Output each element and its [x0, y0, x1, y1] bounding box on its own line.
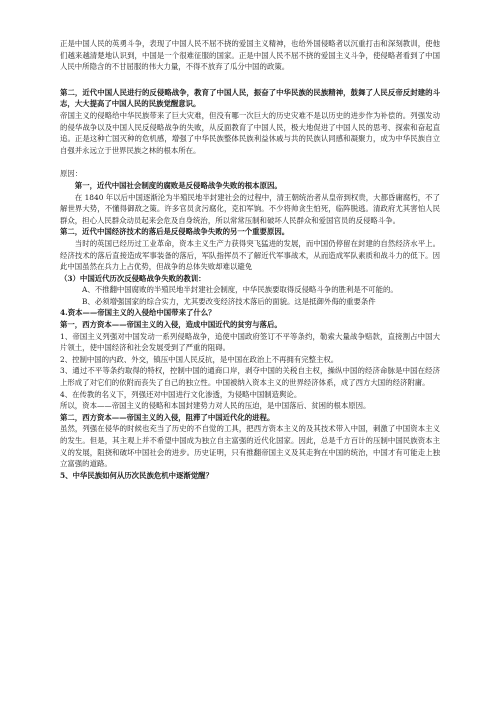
impact-item-3: 3、通过不平等条约取得的特权，控制中国的通商口岸，剥夺中国的关税自主权，操纵中国的经济命脉是中国在经济上形成了对它们的依附而丧失了自己的独立性。中国被纳入资本主义的世界经济体系，成了西方大国的经济附庸。	[60, 366, 440, 388]
document-page	[60, 38, 440, 481]
heading-first-reason: 第一，近代中国社会制度的腐败是反侵略战争失败的根本原因。	[74, 180, 282, 190]
heading-question-4: 4.资本——帝国主义的入侵给中国带来了什么？	[60, 308, 216, 318]
heading-second-reason: 第二，近代中国经济技术的落后是反侵略战争失败的另一个重要原因。	[60, 227, 290, 237]
lesson-a: A、不推翻中国腐败的半殖民地半封建社会制度，中华民族要取得反侵略斗争的胜利是不可能的。	[82, 285, 398, 295]
impact-item-4: 4、在传教的名义下，列强还对中国进行文化渗透，为侵略中国制造舆论。	[60, 389, 302, 399]
spacer	[60, 73, 440, 87]
impact-item-1: 1、帝国主义列强对中国发动一系列侵略战争，追使中国政府签订不平等条约，勒索大量战争赔款，直接割占中国大片领土，使中国经济和社会发展受到了严重的阻碍。	[60, 331, 440, 353]
label-reasons: 原因：	[60, 169, 83, 179]
heading-second-impact: 第二，西方资本——帝国主义的入侵，阻滞了中国近代化的进程。	[60, 412, 275, 422]
paragraph-qing-corruption: 在 1840 年以后中国逐渐沦为半殖民地半封建社会的过程中，清王朝统治者从皇帝到权贵，大都昏庸腐朽，不了解世界大势，不懂得御敌之策。许多官员贪污腐化，克扣军饷。不少将帅贪生怕死，临阵脱逃。清政府尤其害怕人民群众，担心人民群众动员起来会危及自身统治，所以常常压制和破坏人民群众和爱国官员的反侵略斗争。	[60, 192, 440, 225]
spacer	[60, 156, 440, 168]
lesson-b: B、必须增强国家的综合实力，尤其要改变经济技术落后的面貌。这是抵御外侮的重要条件	[82, 296, 376, 306]
heading-question-5: 5、中华民族如何从历次民族危机中逐渐觉醒？	[60, 470, 213, 480]
paragraph-patriotic-struggle: 正是中国人民的英勇斗争，表现了中国人民不屈不挠的爱国主义精神，也给外国侵略者以沉重打击和深刻教训，使他们越来越清楚地认识到，中国是一个很难征服的国家。正是中国人民不屈不挠的爱国主义斗争，使侵略者看到了中国人民中所隐含的不甘屈服的伟大力量，不得不放弃了瓜分中国的政策。	[60, 39, 440, 72]
heading-first-impact: 第一，西方资本——帝国主义的入侵，造成中国近代的贫穷与落后。	[60, 320, 282, 330]
heading-lessons: （3）中国近代历次反侵略战争失败的教训：	[60, 273, 206, 283]
impact-item-2: 2、控制中国的内政、外交，镇压中国人民反抗，是中国在政治上不再拥有完整主权。	[60, 354, 339, 364]
impact-conclusion: 所以，资本——帝国主义的侵略和本国封建势力对人民的压迫，是中国落后、贫困的根本原因。	[60, 401, 371, 411]
heading-second-education: 第二，近代中国人民进行的反侵略战争，教育了中国人民，振奋了中华民族的民族精神，鼓舞了人民反帝反封建的斗志，大大提高了中国人民的民族觉醒意识。	[60, 87, 440, 109]
paragraph-modernization: 虽然，列强在侵华的时候也充当了历史的不自觉的工具，把西方资本主义的及其技术带入中国，刺激了中国资本主义的发生。但是，其主观上并不希望中国成为独立自主富强的近代化国家。因此，总是千方百计的压制中国民族资本主义的发展，阻挠和破坏中国社会的进步。历史证明，只有推翻帝国主义及其走狗在中国的统治，中国才有可能走上独立富强的道路。	[60, 424, 440, 469]
paragraph-economic-backwardness: 当时的英国已经历过工业革命，资本主义生产力获得突飞猛进的发展，而中国仍停留在封建的自然经济水平上。经济技术的落后直接造成军事装备的落后，军队指挥员不了解近代军事战术，从而造成军队素质和战斗力的低下。因此中国虽然在兵力上占优势，但战争的总体失败却难以避免	[60, 238, 440, 272]
paragraph-disaster-progress: 帝国主义的侵略给中华民族带来了巨大灾难，但没有哪一次巨大的历史灾难不是以历史的进步作为补偿的。列强发动的侵华战争以及中国人民反侵略战争的失败，从反面教育了中国人民，极大地促进了中国人民的思考、探索和奋起直追。正是这种亡国灭种的危机感，增强了中华民族整体民族利益休戚与共的民族认同感和凝聚力，成为中华民族自立自强并永远立于世界民族之林的根本所在。	[60, 110, 440, 155]
